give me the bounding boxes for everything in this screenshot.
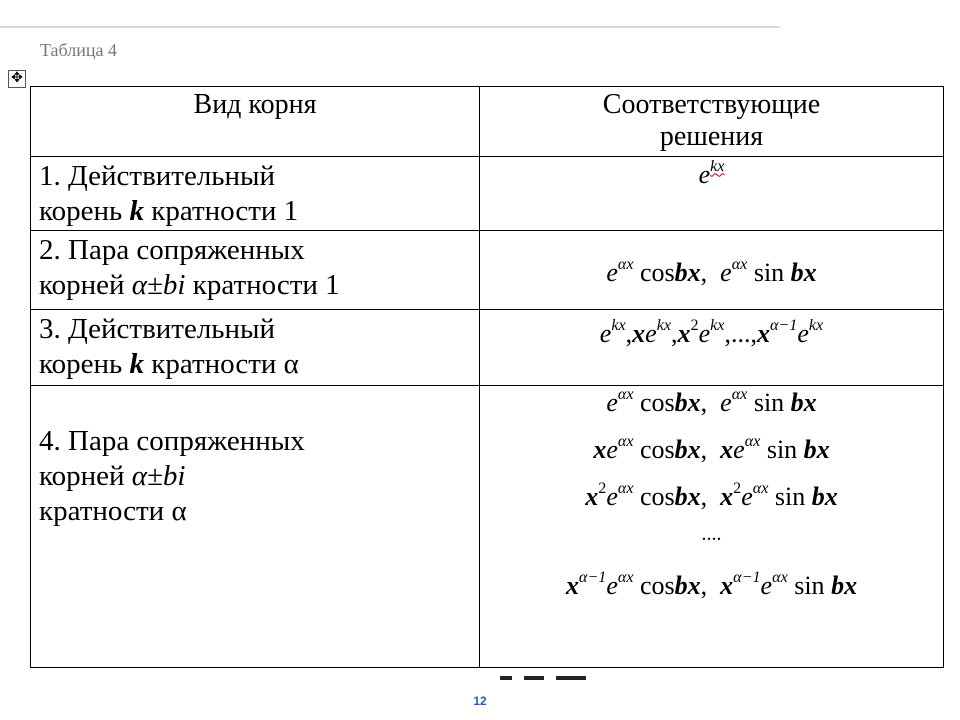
formula-symbol: kx (710, 158, 725, 176)
formula-r2: $e^{\alpha x}$ cosbx, $e^{\alpha x}$ sin bx (606, 255, 817, 287)
table-row (31, 309, 944, 386)
header-root-type (31, 87, 480, 157)
header-solutions (480, 87, 944, 157)
root-type-1-pre: корень (39, 195, 130, 228)
root-type-4-line2 (39, 459, 479, 494)
root-type-cell-2 (31, 230, 480, 309)
root-type-4-pre: корней (39, 460, 132, 493)
root-type-2-line1: 2. Пара сопряженных (39, 233, 305, 266)
table-move-handle-icon[interactable]: ✥ (8, 70, 26, 88)
root-type-3-pre: корень (39, 347, 130, 380)
header-solutions-line2: решения (659, 121, 764, 152)
solution-cell-3 (480, 309, 944, 386)
formula-r4-ellipsis: .... (701, 523, 722, 546)
formula-r4-1: $e^{\alpha x}$ cosbx, $e^{\alpha x}$ sin bx (606, 385, 817, 418)
formula-r4-2: $xe^{\alpha x}$ cosbx, $xe^{\alpha x}$ sin bx (593, 432, 830, 465)
solution-cell-4 (480, 386, 944, 668)
top-rule (0, 26, 780, 28)
table-header-row (31, 87, 944, 157)
root-type-4-var: α±bi (131, 460, 186, 493)
root-type-1-post: кратности 1 (143, 195, 299, 228)
root-type-1-line2 (39, 194, 479, 229)
table-caption: Таблица 4 (40, 40, 117, 60)
header-root-type-label: Вид корня (193, 89, 317, 120)
root-type-4-line1: 4. Пара сопряженных (39, 425, 305, 458)
formula-r4-4: $x^{\alpha-1}e^{\alpha x}$ cosbx, $x^{\alpha-1}e^{\alpha x}$ sin bx (565, 568, 858, 601)
table-row (31, 386, 944, 668)
table-row (31, 230, 944, 309)
solution-cell-1 (480, 157, 944, 231)
header-solutions-line1: Соответствующие (602, 89, 821, 120)
cropped-text-fragment (500, 676, 512, 680)
root-type-1-line1: 1. Действительный (39, 160, 276, 193)
formula-r4-3: $x^2e^{\alpha x}$ cosbx, $x^2e^{\alpha x}$ sin bx (585, 479, 838, 512)
root-type-cell-4 (31, 386, 480, 668)
root-type-cell-1 (31, 157, 480, 231)
root-type-3-line1: 3. Действительный (39, 312, 276, 345)
solution-cell-2 (480, 230, 944, 309)
root-type-2-line2 (39, 268, 479, 303)
formula-r3: $e^{kx},xe^{kx},x^2e^{kx},...,x^{\alpha-1}e^{kx}$ (599, 316, 824, 348)
root-type-cell-3 (31, 309, 480, 386)
formula-r1 (480, 157, 943, 193)
root-type-2-pre: корней (39, 268, 132, 301)
table-row (31, 157, 944, 231)
root-type-3-post: кратности α (143, 347, 299, 380)
root-type-1-var: k (129, 195, 144, 228)
root-type-3-line2 (39, 347, 479, 382)
root-type-2-var: α±bi (131, 268, 186, 301)
root-type-2-post: кратности 1 (185, 268, 340, 301)
cropped-text-fragment (556, 676, 586, 680)
formula-symbol: e (698, 160, 711, 190)
roots-solutions-table (30, 86, 944, 668)
root-type-3-var: k (129, 347, 144, 380)
page-number: 12 (473, 694, 487, 708)
root-type-4-line3: кратности α (39, 495, 187, 528)
cropped-text-fragment (524, 676, 544, 680)
